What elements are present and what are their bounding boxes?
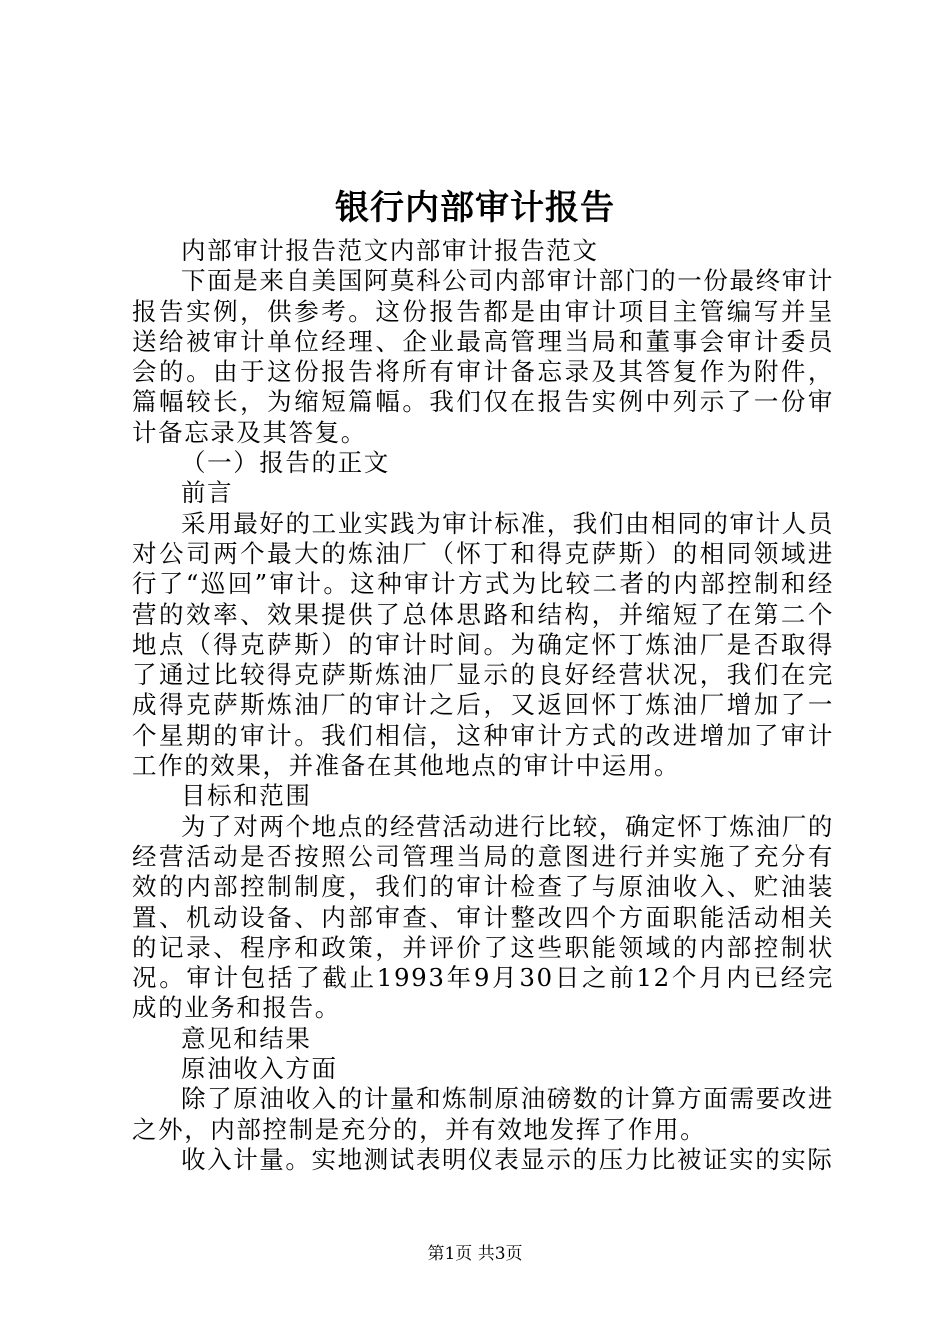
section-heading-crude-receipts: 原油收入方面 xyxy=(181,1054,338,1084)
paragraph-crude-receipts: 除了原油收入的计量和炼制原油磅数的计算方面需要改进之外，内部控制是充分的，并有效地发挥了作用。 xyxy=(132,1084,834,1144)
paragraph-objectives-scope: 为了对两个地点的经营活动进行比较，确定怀丁炼油厂的经营活动是否按照公司管理当局的意图进行并实施了充分有效的内部控制制度，我们的审计检查了与原油收入、贮油装置、机动设备、内部审查、审计整改四个方面职能活动相关的记录、程序和政策，并评价了这些职能领域的内部控制状况。审计包括了截止1993年9月30日之前12个月内已经完成的业务和报告。 xyxy=(132,811,834,1023)
section-heading-opinions-results: 意见和结果 xyxy=(181,1023,312,1053)
paragraph-intro-heading: 内部审计报告范文内部审计报告范文 xyxy=(181,236,599,265)
document-title: 银行内部审计报告 xyxy=(335,188,615,228)
document-body xyxy=(132,236,834,1175)
paragraph-preface: 采用最好的工业实践为审计标准，我们由相同的审计人员对公司两个最大的炼油厂（怀丁和得克萨斯）的相同领域进行了“巡回”审计。这种审计方式为比较二者的内部控制和经营的效率、效果提供了总体思路和结构，并缩短了在第二个地点（得克萨斯）的审计时间。为确定怀丁炼油厂是否取得了通过比较得克萨斯炼油厂显示的良好经营状况，我们在完成得克萨斯炼油厂的审计之后，又返回怀丁炼油厂增加了一个星期的审计。我们相信，这种审计方式的改进增加了审计工作的效果，并准备在其他地点的审计中运用。 xyxy=(132,508,834,781)
section-heading-report-body: （一）报告的正文 xyxy=(181,448,390,478)
paragraph-intro: 下面是来自美国阿莫科公司内部审计部门的一份最终审计报告实例，供参考。这份报告都是由审计项目主管编写并呈送给被审计单位经理、企业最高管理当局和董事会审计委员会的。由于这份报告将所有审计备忘录及其答复作为附件，篇幅较长，为缩短篇幅。我们仅在报告实例中列示了一份审计备忘录及其答复。 xyxy=(132,266,834,447)
paragraph-receipt-measurement: 收入计量。实地测试表明仪表显示的压力比被证实的实际 xyxy=(181,1144,834,1174)
section-heading-objectives-scope: 目标和范围 xyxy=(181,781,312,811)
page-number-footer: 第1页 共3页 xyxy=(427,1244,523,1264)
section-heading-preface: 前言 xyxy=(181,478,234,508)
